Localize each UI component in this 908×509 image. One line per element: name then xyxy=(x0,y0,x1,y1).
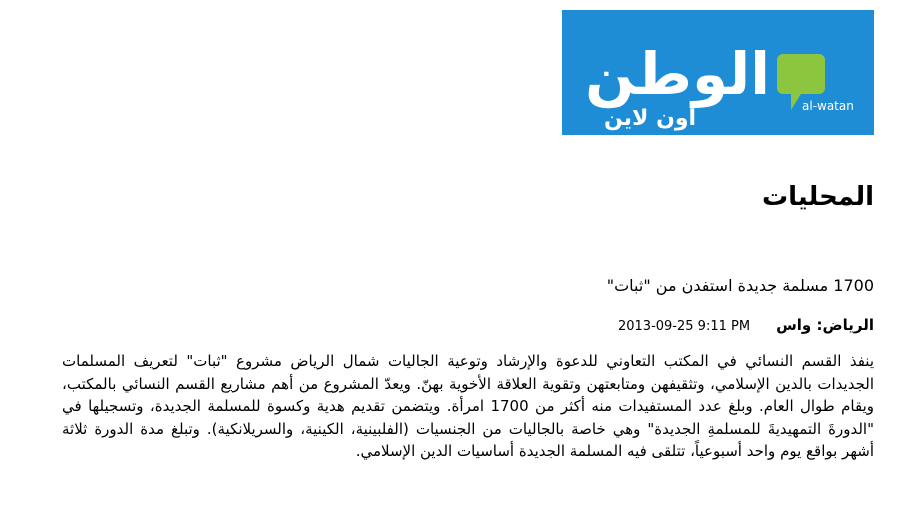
article-headline: 1700 مسلمة جديدة استفدن من "ثبات" xyxy=(606,276,874,295)
site-logo[interactable] xyxy=(562,10,874,135)
section-title: المحليات xyxy=(762,182,874,212)
article-date: 2013-09-25 9:11 PM xyxy=(617,319,751,334)
logo-wordmark: الوطن xyxy=(585,40,770,108)
article-body: ينفذ القسم النسائي في المكتب التعاوني للدعوة والإرشاد وتوعية الجاليات شمال الرياض مشروع "ثبات" لتعريف المسلمات الجديدات بالدين الإسلامي، وتثقيفهن ومتابعتهن وتقوية العلاقة الأخوية بهنّ. ويعدّ المشروع من أهم مشاريع القسم النسائي بالمكتب، ويقام طوال العام. وبلغ عدد المستفيدات منه أكثر من 1700 امرأة. ويتضمن تقديم هدية وكسوة للمسلمة الجديدة، وتسجيلها في "الدورةَ التمهيديةَ للمسلمةِ الجديدة" وهي خاصة بالجاليات من الجنسيات (الفلبينية، الكينية، والسريلانكية). وتبلغ مدة الدورة ثلاثة أشهر بواقع يوم واحد أسبوعياً، تتلقى فيه المسلمة الجديدة أساسيات الدين الإسلامي. xyxy=(62,352,875,460)
article-byline xyxy=(618,316,874,334)
logo-subtitle: أون لاين xyxy=(604,106,697,131)
logo-graphic xyxy=(562,10,874,135)
logo-latin-name: al-watan xyxy=(802,99,854,113)
article-source: الرياض: واس xyxy=(776,316,874,334)
